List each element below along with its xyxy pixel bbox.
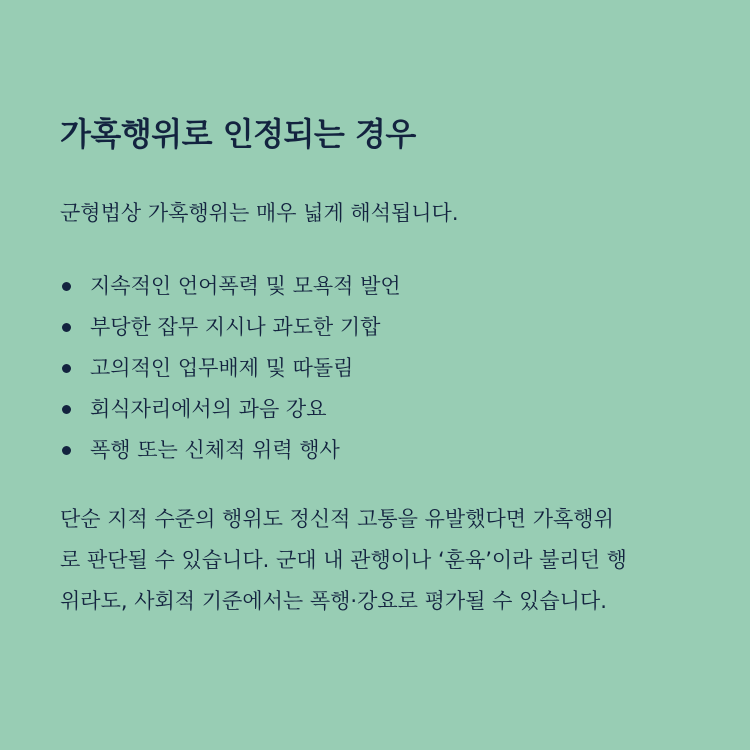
bullet-dot-icon: [62, 405, 71, 414]
list-item: [60, 348, 700, 389]
list-item-text: 부당한 잡무 지시나 과도한 기합: [90, 315, 381, 339]
list-item: [60, 266, 700, 307]
intro-text: 군형법상 가혹행위는 매우 넓게 해석됩니다.: [60, 201, 459, 225]
content-card: [60, 112, 700, 622]
closing-paragraph: [60, 499, 700, 622]
bullet-dot-icon: [62, 446, 71, 455]
bullet-dot-icon: [62, 323, 71, 332]
list-item: [60, 430, 700, 471]
list-item-text: 폭행 또는 신체적 위력 행사: [90, 438, 340, 462]
list-item: [60, 307, 700, 348]
list-item-text: 회식자리에서의 과음 강요: [90, 397, 327, 421]
closing-line: 위라도, 사회적 기준에서는 폭행·강요로 평가될 수 있습니다.: [60, 589, 607, 613]
bullet-dot-icon: [62, 282, 71, 291]
closing-line: 단순 지적 수준의 행위도 정신적 고통을 유발했다면 가혹행위: [60, 507, 614, 531]
list-item-text: 고의적인 업무배제 및 따돌림: [90, 356, 354, 380]
page-title: 가혹행위로 인정되는 경우: [60, 115, 416, 153]
closing-line: 로 판단될 수 있습니다. 군대 내 관행이나 ‘훈육’이라 불리던 행: [60, 548, 627, 572]
bullet-dot-icon: [62, 364, 71, 373]
bullet-list: [60, 266, 700, 471]
list-item: [60, 389, 700, 430]
list-item-text: 지속적인 언어폭력 및 모욕적 발언: [90, 274, 401, 298]
